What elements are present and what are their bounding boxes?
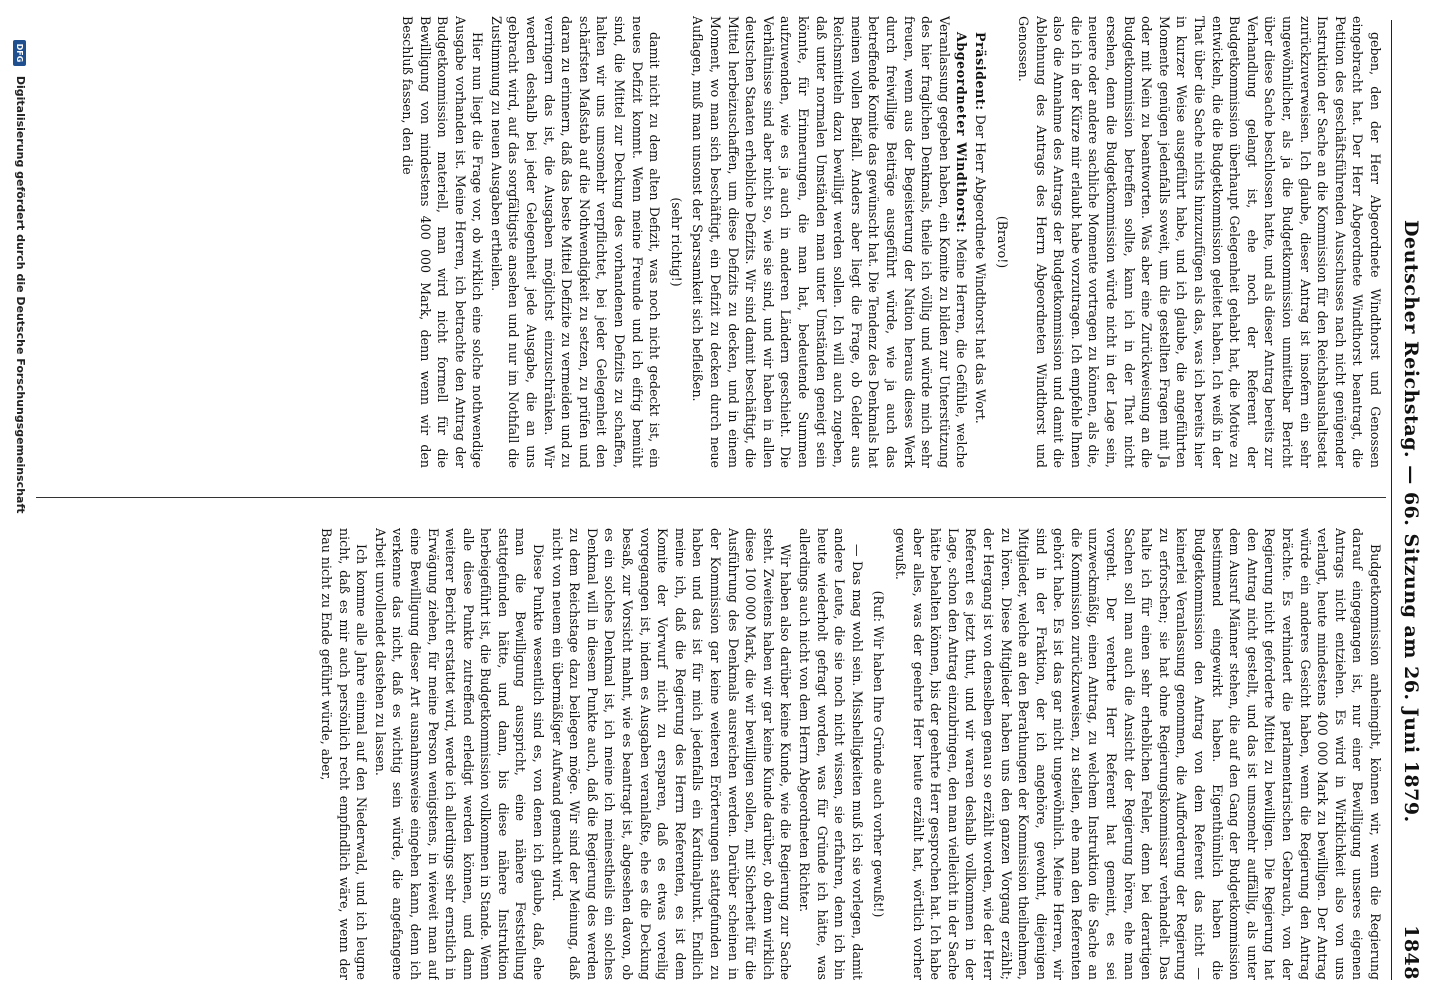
paragraph [971,16,989,468]
paragraph: damit nicht zu dem alten Defizit, was noch nicht gedeckt ist, ein neues Defizit kommt. Wenn meine Freunde und ich eifrig bemüht sind, die Mittel zur Deckung des vorhandenen Defizits zu schaffen, halten wir uns umsomehr verpflichtet, bei jeder Gelegenheit den schärfsten Maßstab auf die Nothwendigkeit zu setzen, zu prüfen und daran zu erinnern, daß das beste Mittel Defizite zu vermeiden und zu verringern das ist, die Ausgaben möglichst einzuschränken. Wir werden deshalb bei jeder Gelegenheit jede Ausgabe, die an uns gebracht wird, auf das sorgfältigste ansehen und nur im Nothfall die Zustimmung zu neuen Ausgaben ertheilen. [488,16,663,468]
paragraph: Hier nun liegt die Frage vor, ob wirklich eine solche nothwendige Ausgabe vorhanden ist. Meine Herren, ich betrachte den Antrag der Budgetkommission materiell, man wird nicht formell für die Bewilligung von mindestens 400 000 Mark, denn wenn wir den Beschluß fassen, den die [399,16,486,468]
speaker-name: Abgeordneter Windthorst: [954,32,970,234]
paragraph: geben, den der Herr Abgeordnete Windthorst und Genossen eingebracht hat. Der Herr Abgeordnete Windthorst beantragt, die Petition des geschäftsführenden Ausschusses nach nicht genügender Instruktion der Sache an die Kommission für den Reichshaushaltsetat zurückzuverweisen. Ich glaube, dieser Antrag ist insofern ein sehr ungewöhnlicher, als ja die Budgetkommission unmittelbar Bericht über diese Sache beschlossen hatte, und als dieser Antrag bereits zur Verhandlung gelangt ist, ehe noch der Referent der Budgetkommission überhaupt Gelegenheit gehabt hat, die Motive zu entwickeln, die die Budgetkommission geleitet haben. Ich weiß in der That über die Sache nichts hinzuzufügen als das, was ich bereits hier in kurzer Weise ausgeführt habe, und ich glaube, die angeführten Momente genügen jedenfalls soweit, um die gestellten Fragen mit Ja oder mit Nein zu beantworten. Was aber eine Zurückweisung an die Budgetkommission betreffen sollte, kann ich in der That nicht ersehen, denn die Budgetkommission würde nicht in der Lage sein, neuere oder andere sachliche Momente vortragen zu können, als die, die ich in der Kürze mir erlaubt habe vorzutragen. Ich empfehle Ihnen also die Annahme des Antrags der Budgetkommission und damit die Ablehnung des Antrags des Herrn Abgeordneten Windthorst und Genossen. [1016,16,1383,468]
text-column-right [39,528,1384,980]
text-column-left [39,16,1384,468]
speaker-name: Präsident: [972,32,988,111]
paragraph: Budgetkommission anheimgibt, können wir, wenn die Regierung darauf eingegangen ist, nur einer Bewilligung unseres eigenen Antrags nicht entziehen. Es wird in Wirklichkeit also von uns verlangt, heute mindestens 400 000 Mark zu bewilligen. Der Antrag würde ein anderes Gesicht haben, wenn die Regierung den Antrag brächte. Es verhindert die parlamentarischen Gebrauch, von der Regierung nicht geforderte Mittel zu bewilligen. Die Regierung hat den Antrag nicht gestellt, und das ist umsomehr auffällig, als unter dem Ausruf Männer stehen, die auf den Gang der Budgetkommission bestimmend eingewirkt haben. Eigenthümlich haben die Budgetkommission den Antrag von dem Referent das nicht — keinerlei Veranlassung genommen, die Aufforderung der Regierung zu erforschen; sie hat ohne Regierungskommissar verhandelt. Das halte ich für einen sehr erheblichen Fehler, denn bei derartigen Sachen soll man auch die Ansicht der Regierung hören, ehe man vorgeht. Der verehrte Herr Referent hat gemeint, es sei unzweckmäßig, einen Antrag, zu welchem Instruktion die Sache an die Kommission zurückzuweisen, zu stellen, ehe man den Referenten gehört habe. Es ist das gar nicht ungewöhnlich. Meine Herren, wir sind in der Fraktion, der ich angehöre, gewohnt, diejenigen Mitglieder, welche an den Berathungen der Kommission theilnehmen, zu hören. Diese Mitglieder haben uns den ganzen Vorgang erzählt; der Hergang ist von denselben genau so erzählt worden, wie der Herr Referent es jetzt thut, und wir waren deshalb vollkommen in der Lage, schon den Antrag einzubringen, den man vielleicht in der Sache hätte behalten können, bis der geehrte Herr gesprochen hat. Ich habe aber alles, was der geehrte Herr heute erzählt hat, wörtlich vorher gewußt. [892,528,1383,980]
digitization-footer [5,40,27,940]
column-divider [36,497,1386,498]
paragraph: Diese Punkte wesentlich sind es, von denen ich glaube, daß, ehe man die Bewilligung ausspricht, eine nähere Feststellung stattgefunden hätte, und dann, bis diese nähere Instruktion herbeigeführt ist, die Budgetkommission vollkommen in Stande. Wenn alle diese Punkte zutreffend erledigt werden können, und dann weiterer Bericht erstattet wird, werde ich allerdings sehr ernstlich in Erwägung ziehen, für meine Person wenigstens, in wieweit man auf eine Bewilligung dieser Art ausnahmsweise eingehen kann, denn ich verkenne das nicht, daß es wichtig sein würde, die angefangene Arbeit unvollendet dastehen zu lassen. [372,528,547,980]
interjection: (sehr richtig!) [668,197,684,287]
paragraph [689,16,971,468]
speaker-text: Der Herr Abgeordnete Windthorst hat das Wort. [972,114,988,424]
paragraph: Wir haben also darüber keine Kunde, wie die Regierung zur Sache steht. Zweitens haben wir gar keine Kunde darüber, ob denn wirklich diese 100 000 Mark, die wir bewilligen sollen, mit Sicherheit für die Ausführung des Denkmals ausreichen werden. Darüber scheinen in der Kommission gar keine weiteren Erörterungen stattgefunden zu haben und das ist für mich jedenfalls ein Kardinalpunkt. Endlich meine ich, daß die Regierung des Herrn Referenten, es ist dem Komite der Vorwurf nicht zu ersparen, daß es etwas voreilig vorgegangen ist, indem es Ausgaben veranlaßte, ehe es die Deckung besaß, zur Vorsicht mahnt, wie es beantragt ist, abgesehen davon, ob es ein solches Denkmal ist, ich meine ich meinestheils ein solches Denkmal will in diesem Punkte auch, daß die Regierung des werden zu dem Reichstage dazu beilegen möge. Wir sind der Meinung, daß nicht von neuem ein übermäßiger Aufwand gemacht wird. [549,528,794,980]
page-number: 1848 [1400,925,1422,980]
page-header [1391,20,1426,980]
interjection: (Ruf: Wir haben Ihre Gründe auch vorher gewußt!) [871,590,887,918]
page-header-title: Deutscher Reichstag. — 66. Sitzung am 26. Juni 1879. [1400,220,1422,823]
interjection: (Bravo!) [994,215,1010,269]
digitization-credit: Digitalisierung gefördert durch die Deutsche Forschungsgemeinschaft [14,75,27,514]
speaker-text: Meine Herren, die Gefühle, welche Veranlassung gegeben haben, ein Komite zu bilden zur Unterstützung des hier fraglichen Denkmals, theile ich völlig und würde mich sehr freuen, wenn aus der Begeisterung der Nation heraus dieses Werk durch freiwillige Beiträge ausgeführt würde, wie ja auch das betreffende Komite das gewünscht hat. Die Tendenz des Denkmals hat meinen vollen Beifall. Anders aber liegt die Frage, ob Gelder aus Reichsmitteln dazu bewilligt werden sollen. Ich will auch zugeben, daß unter normalen Umständen man unter Umständen geneigt sein könnte, für Erinnerungen, die man hat, bedeutende Summen aufzuwenden, wie es ja auch in anderen Ländern geschieht. Die Verhältnisse sind aber nicht so, wie sie sind, und wir haben in allen deutschen Staaten erhebliche Defizits. Wir sind damit beschäftigt, die Mittel herbeizuschaffen, um diese Defizits zu decken, und in einem Moment, wo man sich beschäftigt, ein Defizit zu decken durch neue Auflagen, muß man unsonst der Sparsamkeit sich befleißen. [690,16,970,468]
paragraph: — Das mag wohl sein. Misshelligkeiten muß ich sie vorlegen, damit andere Leute, die sie noch nicht wissen, sie erfahren, denn ich bin heute wiederholt gefragt worden, was für Gründe ich hätte, was allerdings auch nicht von dem Herrn Abgeordneten Richter. [797,528,865,980]
dfg-logo: DFG [14,40,27,66]
paragraph: Ich komme alle Jahre einmal auf den Niederwald, und ich leugne nicht, daß es mir auch persönlich recht empfindlich wäre, wenn der Bau nicht zu Ende geführt würde, aber, [318,528,370,980]
